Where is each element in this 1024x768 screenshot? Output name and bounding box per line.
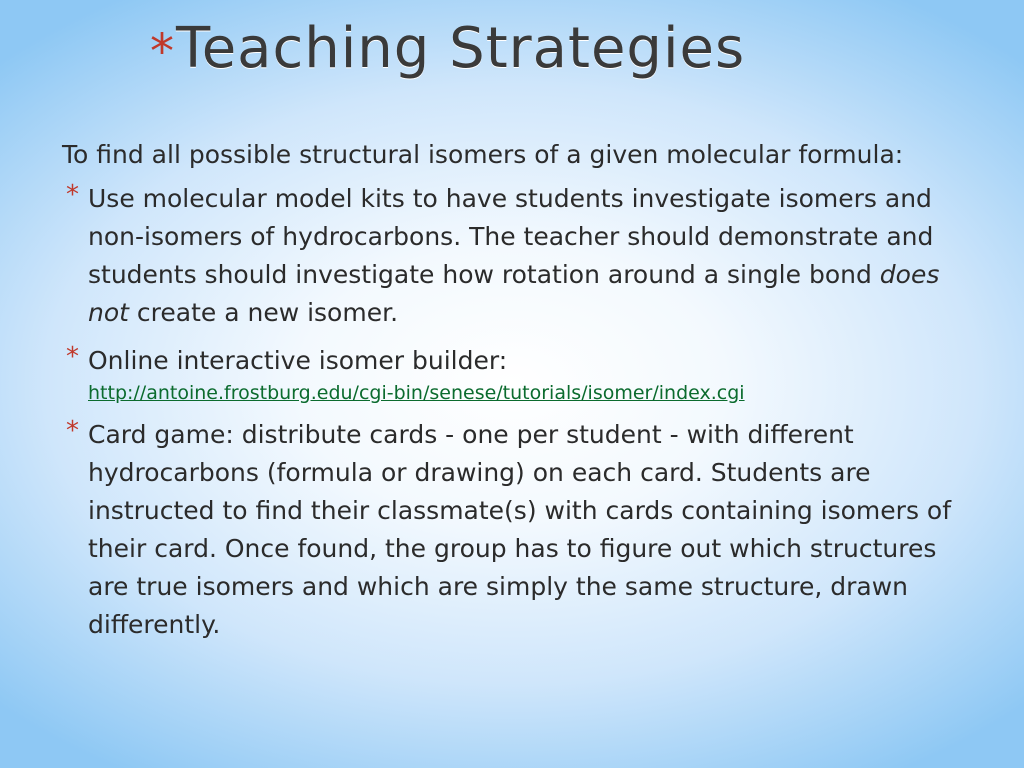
- asterisk-bullet-icon: *: [66, 342, 79, 372]
- asterisk-bullet-icon: *: [66, 416, 79, 446]
- title-area: [150, 18, 745, 118]
- bullet-emphasis: does not: [88, 260, 940, 327]
- page-title: Teaching Strategies: [176, 16, 746, 81]
- isomer-builder-link[interactable]: http://antoine.frostburg.edu/cgi-bin/senese/tutorials/isomer/index.cgi: [88, 382, 745, 404]
- bullet-model-kits: [62, 180, 982, 332]
- asterisk-bullet-icon: *: [66, 180, 79, 210]
- link-line: [88, 380, 982, 406]
- title-bullet-icon: *: [150, 24, 174, 80]
- bullet-card-game: [62, 416, 982, 644]
- bullet-list: [62, 180, 982, 644]
- bullet-text: Card game: distribute cards - one per student - with different hydrocarbons (formula or drawing) on each card. Students are instructed to find their classmate(s) with cards containing isomers of their card. Once found, the group has to figure out which structures are true isomers and which are simply the same structure, drawn differently.: [88, 420, 952, 639]
- bullet-text-end: create a new isomer.: [128, 298, 399, 327]
- intro-text: To find all possible structural isomers of a given molecular formula:: [62, 140, 904, 169]
- bullet-isomer-builder: [62, 342, 982, 406]
- bullet-text: Use molecular model kits to have students investigate isomers and non-isomers of hydrocarbons. The teacher should demonstrate and students should investigate how rotation around a single bond: [88, 184, 934, 289]
- slide-body: [62, 136, 982, 654]
- bullet-text: Online interactive isomer builder:: [88, 346, 508, 375]
